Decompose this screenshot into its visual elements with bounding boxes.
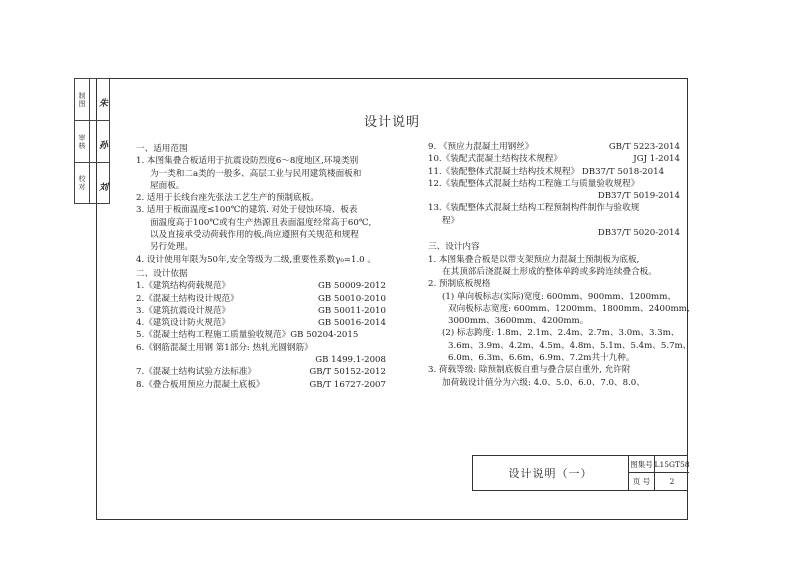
right-line bbox=[428, 303, 696, 315]
left-line-text: 1.《建筑结构荷载规范》 bbox=[136, 281, 231, 292]
signature-review: 孙 bbox=[97, 139, 107, 149]
right-line-text: 程》 bbox=[442, 215, 460, 226]
atlas-number: L15GT58 bbox=[655, 456, 689, 473]
left-line bbox=[136, 329, 386, 341]
left-line-text: 1. 本图集叠合板适用于抗震设防烈度6～8度地区,环境类别 bbox=[136, 156, 359, 167]
right-line-text: 1. 本图集叠合板是以带支架预应力混凝土预制板为底板, bbox=[428, 254, 640, 265]
right-line-code: JGJ 1-2014 bbox=[633, 154, 680, 165]
left-line bbox=[136, 305, 386, 317]
page-number-label: 页 号 bbox=[629, 473, 655, 490]
right-line-text: 3.6m、3.9m、4.2m、4.5m、4.8m、5.1m、5.4m、5.7m、 bbox=[448, 340, 692, 351]
atlas-number-label: 图集号 bbox=[629, 456, 655, 473]
left-line-text: 另行处理。 bbox=[150, 242, 193, 253]
right-line-text: 三、设计内容 bbox=[428, 242, 480, 253]
left-line-text: 3.《建筑抗震设计规范》 bbox=[136, 305, 231, 316]
right-line bbox=[428, 215, 680, 227]
left-line-text: 以及直接承受动荷载作用的板,尚应遵照有关规范和规程 bbox=[150, 230, 359, 241]
right-line bbox=[428, 153, 680, 165]
left-text-column bbox=[136, 141, 386, 391]
left-line bbox=[136, 168, 386, 180]
drawing-name: 设计说明（一） bbox=[473, 456, 629, 490]
right-line bbox=[428, 327, 680, 339]
left-line-text: 2. 适用于长线台座先张法工艺生产的预制底板。 bbox=[136, 193, 319, 204]
left-line bbox=[136, 241, 386, 253]
right-line bbox=[428, 278, 680, 290]
right-line bbox=[428, 227, 680, 239]
left-line bbox=[136, 180, 386, 192]
right-line-text: 6.0m、6.3m、6.6m、6.9m、7.2m共十九种。 bbox=[448, 353, 635, 364]
left-line bbox=[136, 204, 386, 216]
left-line-text: 6.《钢筋混凝土用钢 第1部分: 热轧光圆钢筋》 bbox=[136, 342, 313, 353]
right-line bbox=[428, 340, 692, 352]
left-line bbox=[136, 354, 386, 366]
right-line-text: 加荷载设计值分为六级: 4.0、5.0、6.0、7.0、8.0、 bbox=[442, 377, 645, 388]
approval-label-draft: 制图 bbox=[78, 92, 86, 108]
title-block bbox=[472, 455, 688, 491]
right-line bbox=[428, 291, 680, 303]
right-line-text: 3. 荷载等级: 除预制底板自重与叠合层自重外, 允许附 bbox=[428, 365, 631, 376]
left-line-code: GB 1499.1-2008 bbox=[315, 355, 386, 366]
left-line-text: 3. 适用于板面温度≤100℃的建筑. 对处于侵蚀环境、板表 bbox=[136, 205, 358, 216]
left-line-text: 4. 设计使用年限为50年,安全等级为二级,重要性系数γ₀=1.0 。 bbox=[136, 254, 376, 265]
right-line-text: 2. 预制底板规格 bbox=[428, 279, 491, 290]
left-line-text: 5.《混凝土结构工程施工质量验收规范》GB 50204-2015 bbox=[136, 330, 359, 341]
left-line-text: 2.《混凝土结构设计规范》 bbox=[136, 293, 239, 304]
right-line bbox=[428, 178, 680, 190]
page-title: 设计说明 bbox=[363, 115, 420, 130]
right-line bbox=[428, 377, 680, 389]
left-line-code: GB 50016-2014 bbox=[317, 318, 386, 329]
left-line bbox=[136, 143, 386, 155]
left-line bbox=[136, 366, 386, 378]
left-line-text: 二、设计依据 bbox=[136, 268, 188, 279]
left-line bbox=[136, 379, 386, 391]
right-line-text: 双向板标志宽度: 600mm、1200mm、1800mm、2400mm、 bbox=[448, 303, 696, 314]
approval-label-review: 审核 bbox=[78, 134, 86, 150]
right-line-text: 12.《装配整体式混凝土结构工程施工与质量验收规程》 bbox=[428, 178, 640, 189]
right-line bbox=[428, 254, 680, 266]
right-line-code: GB/T 5223-2014 bbox=[608, 142, 680, 152]
approval-label-proofread: 校对 bbox=[78, 175, 86, 191]
left-line-text: 7.《混凝土结构试验方法标准》 bbox=[136, 367, 256, 378]
left-line-text: 一、适用范围 bbox=[136, 144, 188, 154]
left-line bbox=[136, 293, 386, 305]
left-line bbox=[136, 217, 386, 229]
left-line-text: 8.《叠合板用预应力混凝土底板》 bbox=[136, 379, 265, 390]
right-line bbox=[428, 266, 680, 278]
left-line bbox=[136, 317, 386, 329]
signature-proofread: 刘 bbox=[97, 181, 107, 191]
right-line bbox=[428, 190, 680, 202]
left-line-code: GB 50009-2012 bbox=[317, 281, 386, 292]
right-line-text: 9. 《预应力混凝土用钢丝》 bbox=[428, 142, 534, 152]
left-line bbox=[136, 254, 386, 266]
right-line-code: DB37/T 5020-2014 bbox=[597, 228, 680, 239]
right-line bbox=[428, 141, 680, 153]
left-line bbox=[136, 268, 386, 280]
right-line bbox=[428, 352, 680, 364]
left-line-code: GB 50011-2010 bbox=[317, 305, 386, 316]
left-line-code: GB/T 16727-2007 bbox=[309, 379, 386, 390]
left-line bbox=[136, 342, 386, 354]
left-line bbox=[136, 280, 386, 292]
left-line-text: 屋面板。 bbox=[150, 180, 185, 191]
left-line-text: 面温度高于100℃或有生产热源且表面温度经常高于60℃, bbox=[150, 217, 372, 228]
right-line-code: DB37/T 5019-2014 bbox=[597, 191, 680, 202]
right-line-text: (1) 单向板标志(实际)宽度: 600mm、900mm、1200mm、 bbox=[442, 291, 676, 302]
page-number: 2 bbox=[669, 477, 675, 486]
left-line bbox=[136, 155, 386, 167]
right-line bbox=[428, 241, 680, 253]
right-text-column bbox=[428, 141, 696, 389]
signature-draft: 朱 bbox=[97, 97, 107, 107]
left-line-code: GB 50010-2010 bbox=[317, 293, 386, 304]
right-line-text: 11.《装配整体式混凝土结构技术规程》 DB37/T 5018-2014 bbox=[428, 166, 665, 177]
right-line bbox=[428, 315, 680, 327]
left-line bbox=[136, 229, 386, 241]
right-line bbox=[428, 364, 680, 376]
right-line-text: 3000mm、3600mm、4200mm。 bbox=[448, 316, 589, 327]
left-line bbox=[136, 192, 386, 204]
approval-column bbox=[74, 78, 110, 204]
right-line bbox=[428, 166, 680, 178]
right-line-text: (2) 标志跨度: 1.8m、2.1m、2.4m、2.7m、3.0m、3.3m、 bbox=[442, 328, 680, 339]
right-line bbox=[428, 202, 680, 214]
right-line-text: 在其顶部后浇混凝土形成的整体单跨或多跨连续叠合板。 bbox=[442, 266, 657, 277]
left-line-code: GB/T 50152-2012 bbox=[309, 367, 386, 378]
left-line-text: 为一类和二a类的一般多、高层工业与民用建筑楼面板和 bbox=[150, 168, 362, 179]
right-line-text: 13.《装配整体式混凝土结构工程预制构件制作与验收规 bbox=[428, 203, 640, 214]
left-line-text: 4.《建筑设计防火规范》 bbox=[136, 318, 231, 329]
right-line-text: 10.《装配式混凝土结构技术规程》 bbox=[428, 154, 562, 165]
